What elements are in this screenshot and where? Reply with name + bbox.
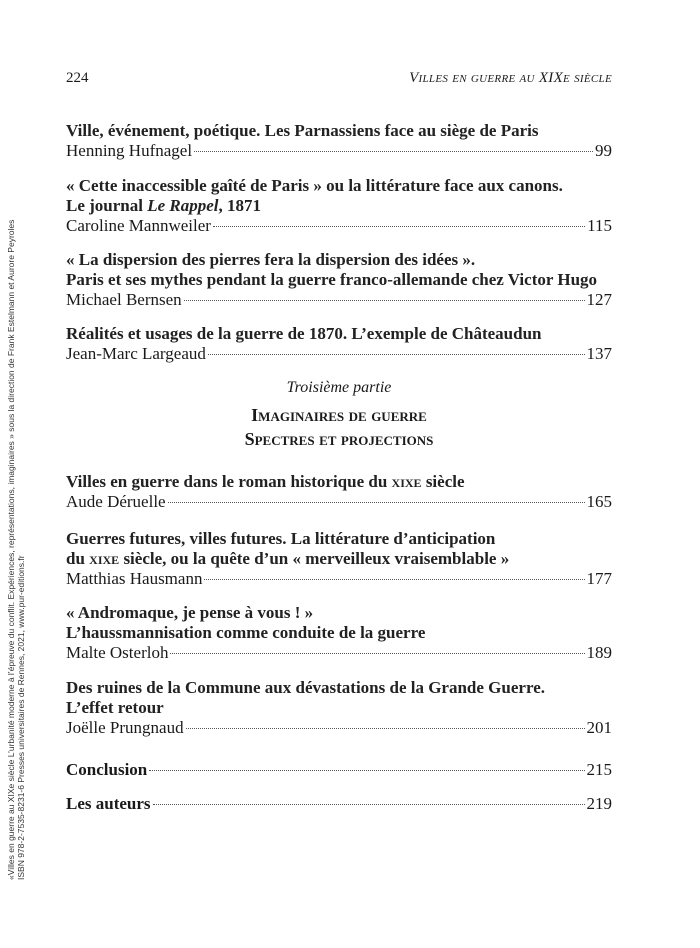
century: xixe [89, 549, 120, 568]
entry-title: du [66, 549, 85, 568]
entry-author: Joëlle Prungnaud [66, 718, 184, 737]
part-label: Troisième partie [286, 379, 392, 396]
entry-page: 165 [586, 492, 612, 511]
side-note-line: ISBN 978-2-7535-8231-6 Presses universitaires de Rennes, 2021, www.pur-editions.fr [16, 555, 26, 880]
entry-page: 219 [586, 794, 612, 813]
entry-title: siècle [421, 472, 465, 491]
entry-title: « La dispersion des pierres fera la dispersion des idées ». [66, 250, 476, 269]
dot-leader [184, 300, 585, 301]
entry-author: Matthias Hausmann [66, 569, 203, 588]
entry-label: Conclusion [66, 760, 148, 779]
entry-title: Ville, événement, poétique. Les Parnassiens face au siège de Paris [66, 121, 539, 140]
part-title [66, 403, 612, 451]
journal-name: Le Rappel [147, 196, 219, 215]
side-copyright-note [6, 219, 26, 880]
entry-author: Michael Bernsen [66, 290, 182, 309]
entry-title: L’effet retour [66, 698, 164, 717]
side-note-line: «Villes en guerre au XIXe siècle L’urbanité moderne à l’épreuve du conflit. Expériences, représentations, imaginaires » sous la direction de Frank Estelmann et Aurore Peyroles [6, 219, 16, 880]
entry-author: Caroline Mannweiler [66, 216, 211, 235]
dot-leader [168, 502, 585, 503]
toc-entry[interactable] [66, 529, 612, 589]
entry-page: 189 [586, 643, 612, 662]
entry-author: Aude Déruelle [66, 492, 166, 511]
toc-entry[interactable] [66, 176, 612, 236]
entry-page: 127 [586, 290, 612, 309]
entry-label: Les auteurs [66, 794, 151, 813]
entry-title: Réalités et usages de la guerre de 1870. L’exemple de Châteaudun [66, 324, 542, 343]
dot-leader [204, 579, 584, 580]
entry-page: 99 [595, 141, 612, 160]
page-number: 224 [66, 70, 89, 86]
century: xixe [391, 472, 422, 491]
entry-title: « Andromaque, je pense à vous ! » [66, 603, 314, 622]
entry-title: siècle, ou la quête d’un « merveilleux vraisemblable » [119, 549, 510, 568]
toc-entry[interactable] [66, 121, 612, 161]
entry-title: Des ruines de la Commune aux dévastations de la Grande Guerre. [66, 678, 545, 697]
entry-page: 137 [586, 344, 612, 363]
entry-author: Jean-Marc Largeaud [66, 344, 206, 363]
dot-leader [208, 354, 585, 355]
toc-entry[interactable] [66, 603, 612, 663]
toc-entry[interactable] [66, 324, 612, 364]
dot-leader [213, 226, 585, 227]
entry-page: 201 [586, 718, 612, 737]
entry-title: , 1871 [218, 196, 262, 215]
entry-page: 215 [586, 760, 612, 779]
dot-leader [186, 728, 585, 729]
entry-page: 115 [587, 216, 612, 235]
entry-author: Henning Hufnagel [66, 141, 193, 160]
entry-title: Villes en guerre dans le roman historique du [66, 472, 388, 491]
entry-page: 177 [586, 569, 612, 588]
dot-leader [149, 770, 584, 771]
part-title-line: Spectres et projections [244, 429, 434, 449]
part-title-line: Imaginaires de guerre [251, 405, 427, 425]
toc-entry[interactable] [66, 472, 612, 512]
entry-author: Malte Osterloh [66, 643, 169, 662]
entry-title: Paris et ses mythes pendant la guerre franco-allemande chez Victor Hugo [66, 270, 598, 289]
toc-entry-conclusion[interactable] [66, 760, 612, 780]
dot-leader [170, 653, 584, 654]
entry-title: Le journal [66, 196, 143, 215]
entry-title: Guerres futures, villes futures. La littérature d’anticipation [66, 529, 496, 548]
toc-entry[interactable] [66, 250, 612, 310]
dot-leader [153, 804, 585, 805]
entry-title: « Cette inaccessible gaîté de Paris » ou la littérature face aux canons. [66, 176, 563, 195]
entry-title: L’haussmannisation comme conduite de la guerre [66, 623, 426, 642]
running-title: Villes en guerre au XIXe siècle [409, 70, 612, 86]
dot-leader [194, 151, 593, 152]
toc-entry-authors[interactable] [66, 794, 612, 814]
toc-entry[interactable] [66, 678, 612, 738]
